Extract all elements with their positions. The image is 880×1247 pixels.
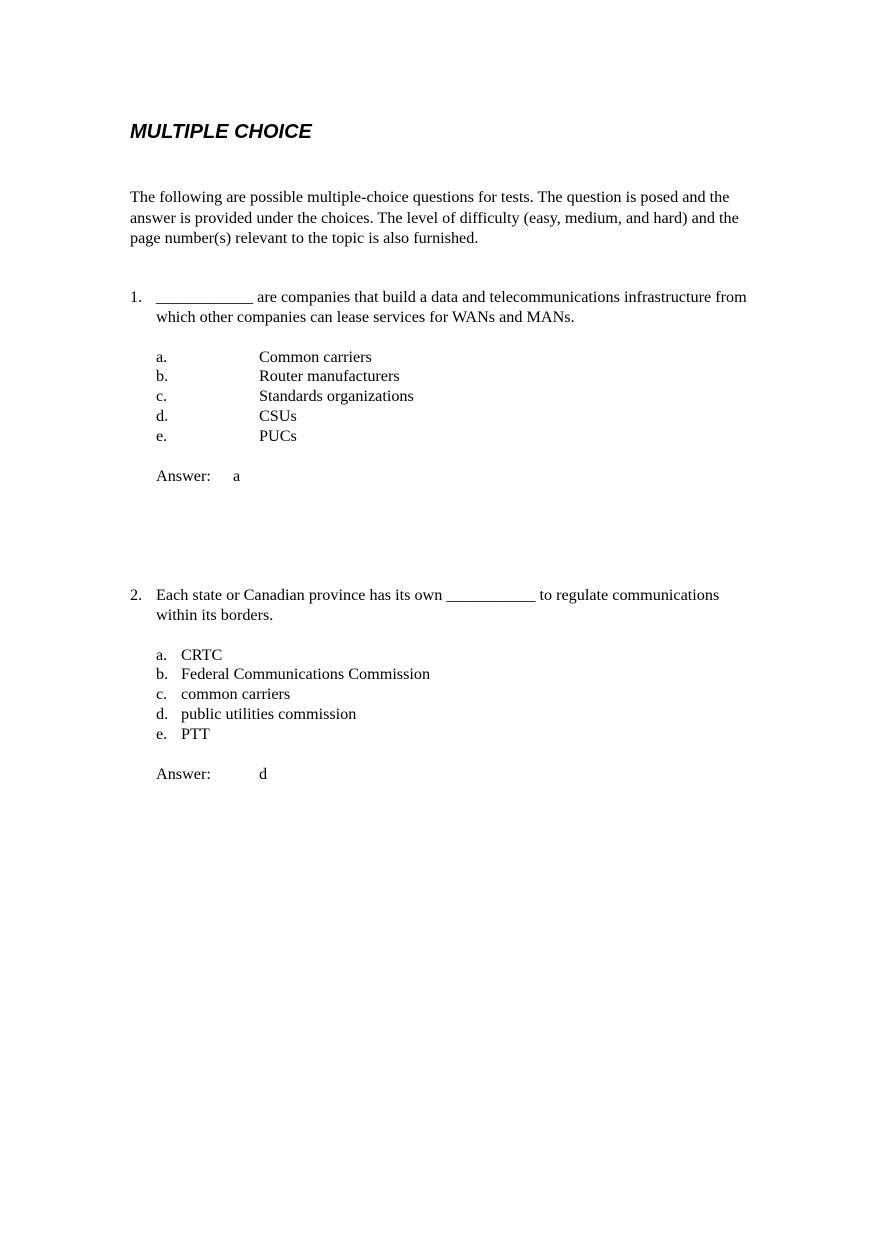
answer-label: Answer: xyxy=(156,764,211,783)
choice-text: common carriers xyxy=(181,685,291,704)
choice-b xyxy=(156,367,760,387)
question-stem: Each state or Canadian province has its own ___________ to regulate communications within its borders. xyxy=(156,586,720,624)
answer-value: a xyxy=(233,466,241,485)
choice-letter: c. xyxy=(156,387,168,406)
choice-text: Standards organizations xyxy=(259,387,414,406)
page-heading: MULTIPLE CHOICE xyxy=(130,121,312,143)
choice-a xyxy=(156,646,760,666)
choice-letter: b. xyxy=(156,665,169,684)
choice-text: public utilities commission xyxy=(181,704,357,723)
choice-text: Federal Communications Commission xyxy=(181,665,431,684)
answer-label: Answer: xyxy=(156,466,211,485)
choice-c xyxy=(156,685,760,705)
answer-line xyxy=(156,765,760,785)
choice-text: PTT xyxy=(181,724,210,743)
choice-letter: e. xyxy=(156,724,168,743)
answer-value: d xyxy=(259,764,268,783)
choice-list xyxy=(156,348,760,447)
choice-text: CRTC xyxy=(181,645,223,664)
choice-letter: c. xyxy=(156,685,168,704)
choice-letter: e. xyxy=(156,426,168,445)
answer-line xyxy=(156,467,760,487)
question-stem: ____________ are companies that build a data and telecommunications infrastructure from which other companies can lease services for WANs and MANs. xyxy=(156,288,747,326)
choice-e xyxy=(156,427,760,447)
question-number: 2. xyxy=(130,586,143,604)
choice-b xyxy=(156,665,760,685)
choice-letter: a. xyxy=(156,645,168,664)
choice-list xyxy=(156,646,760,745)
choice-text: Common carriers xyxy=(259,347,372,366)
choice-letter: d. xyxy=(156,406,169,425)
intro-paragraph: The following are possible multiple-choice questions for tests. The question is posed and the answer is provided under the choices. The level of difficulty (easy, medium, and hard) and the page number(s) relevant to the topic is also furnished. xyxy=(130,188,739,247)
choice-e xyxy=(156,725,760,745)
choice-d xyxy=(156,705,760,725)
choice-c xyxy=(156,387,760,407)
question-2 xyxy=(130,586,760,785)
choice-a xyxy=(156,348,760,368)
choice-letter: b. xyxy=(156,367,169,386)
question-number: 1. xyxy=(130,288,143,306)
choice-text: PUCs xyxy=(259,426,297,445)
choice-d xyxy=(156,407,760,427)
choice-text: CSUs xyxy=(259,406,297,425)
question-1 xyxy=(130,288,760,487)
choice-text: Router manufacturers xyxy=(259,367,400,386)
choice-letter: d. xyxy=(156,704,169,723)
choice-letter: a. xyxy=(156,347,168,366)
